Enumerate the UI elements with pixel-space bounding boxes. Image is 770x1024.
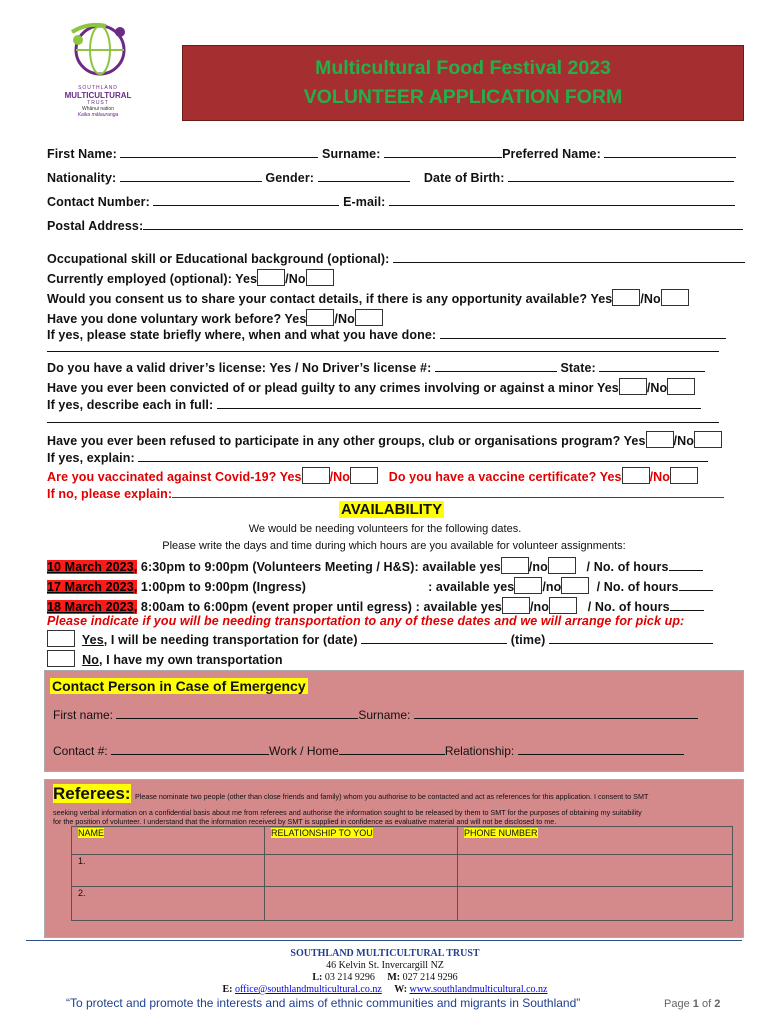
emergency-heading: Contact Person in Case of Emergency (52, 678, 306, 694)
emergency-first-name-label: First name: (53, 708, 114, 722)
dob-label: Date of Birth: (423, 171, 505, 185)
hours-field[interactable] (670, 599, 704, 611)
dob-field[interactable] (508, 170, 734, 182)
row-number: 2. (78, 888, 86, 898)
consent-no-checkbox[interactable] (661, 289, 689, 306)
column-header: RELATIONSHIP TO YOU (271, 828, 373, 838)
table-row (72, 855, 733, 887)
row-license (47, 360, 705, 375)
no-label: /no (528, 560, 548, 574)
convicted-no-checkbox[interactable] (667, 378, 695, 395)
availability-row (47, 577, 713, 594)
state-field[interactable] (599, 360, 705, 372)
landline-label: L: (312, 972, 323, 983)
voluntary-explain-field[interactable] (440, 327, 726, 339)
availability-avail: : available yes (428, 580, 515, 594)
surname-field[interactable] (384, 146, 502, 158)
mobile-label: M: (387, 972, 401, 983)
row-consent (47, 289, 689, 306)
hours-field[interactable] (669, 559, 703, 571)
emergency-relationship-field[interactable] (518, 743, 684, 755)
availability-row (47, 557, 703, 574)
referee-name-cell[interactable] (72, 887, 265, 921)
transport-no-label: No (82, 653, 100, 667)
referee-phone-cell[interactable] (458, 887, 733, 921)
first-name-field[interactable] (120, 146, 318, 158)
transport-no-checkbox[interactable] (47, 650, 75, 667)
consent-yes-checkbox[interactable] (612, 289, 640, 306)
no-explain-field[interactable] (172, 486, 724, 498)
no-label: /No (646, 381, 668, 395)
referee-phone-cell[interactable] (458, 855, 733, 887)
availability-no-checkbox[interactable] (549, 597, 577, 614)
availability-date: 10 March 2023, (47, 560, 138, 574)
transport-note: Please indicate if you will be needing transportation to any of these dates and we will arrange for pick up: (47, 614, 685, 628)
availability-no-checkbox[interactable] (548, 557, 576, 574)
row-refused (47, 431, 722, 448)
hours-label: / No. of hours (596, 580, 679, 594)
row-nationality (47, 170, 734, 185)
no-label: /no (542, 580, 562, 594)
availability-date: 17 March 2023, (47, 580, 138, 594)
availability-no-checkbox[interactable] (561, 577, 589, 594)
refused-yes-checkbox[interactable] (646, 431, 674, 448)
availability-yes-checkbox[interactable] (501, 557, 529, 574)
no-label: /No (285, 272, 306, 286)
column-header: PHONE NUMBER (464, 828, 538, 838)
logo (58, 18, 138, 118)
certificate-no-checkbox[interactable] (670, 467, 698, 484)
row-describe (47, 397, 701, 412)
employed-no-checkbox[interactable] (306, 269, 334, 286)
referees-text: seeking verbal information on a confidential basis about me from referees and authorise the information sought to be released by them to SMT for the purposes of obtaining my suitability (53, 808, 642, 817)
referees-heading: Referees: (53, 784, 131, 803)
explain-field[interactable] (138, 450, 708, 462)
hours-field[interactable] (679, 579, 713, 591)
page-current: 1 (692, 998, 699, 1010)
row-no-explain (47, 486, 724, 501)
logo-text: SOUTHLAND (78, 85, 118, 91)
emergency-section (44, 670, 744, 772)
license-number-field[interactable] (435, 360, 557, 372)
footer-motto: “To protect and promote the interests and aims of ethnic communities and migrants in Southland” (66, 996, 581, 1010)
explain-label: If yes, explain: (47, 451, 135, 465)
transport-no-row (47, 650, 283, 667)
column-header: NAME (78, 828, 105, 838)
no-label: /No (649, 470, 671, 484)
no-label: /no (529, 600, 549, 614)
availability-desc: 6:30pm to 9:00pm (Volunteers Meeting / H&S): available yes (137, 560, 501, 574)
emergency-relationship-label: Relationship: (444, 744, 515, 758)
preferred-name-field[interactable] (604, 146, 736, 158)
page-total: 2 (714, 998, 721, 1010)
availability-row (47, 597, 704, 614)
preferred-name-label: Preferred Name: (502, 147, 601, 161)
emergency-contact-row (53, 743, 684, 758)
row-contact (47, 194, 735, 209)
email-label: E: (222, 984, 233, 995)
describe-line[interactable] (47, 422, 719, 423)
transport-yes-row (47, 630, 713, 647)
table-row (72, 887, 733, 921)
logo-globe-icon (58, 18, 138, 80)
referees-header (53, 784, 648, 804)
footer-links (0, 984, 770, 995)
emergency-name-row (53, 707, 698, 722)
gender-field[interactable] (318, 170, 410, 182)
emergency-work-home-label: Work / Home (269, 744, 339, 758)
certificate-yes-checkbox[interactable] (622, 467, 650, 484)
row-names (47, 146, 736, 161)
email-field[interactable] (389, 194, 735, 206)
employed-yes-checkbox[interactable] (257, 269, 285, 286)
license-label: Do you have a valid driver’s license: Yes / No Driver’s license #: (47, 361, 432, 375)
referee-relationship-cell[interactable] (265, 887, 458, 921)
transport-time-field[interactable] (549, 632, 713, 644)
emergency-first-name-field[interactable] (116, 707, 358, 719)
postal-field[interactable] (143, 218, 743, 230)
transport-no-text: , I have my own transportation (99, 653, 283, 667)
availability-yes-checkbox[interactable] (502, 597, 530, 614)
emergency-contact-field[interactable] (111, 743, 269, 755)
row-number: 1. (78, 856, 86, 866)
nationality-label: Nationality: (47, 171, 117, 185)
transport-date-field[interactable] (361, 632, 507, 644)
no-label: /No (334, 312, 355, 326)
emergency-surname-field[interactable] (414, 707, 698, 719)
vaccinated-label: Are you vaccinated against Covid-19? Yes (47, 470, 302, 484)
logo-text: MULTICULTURAL (64, 91, 132, 100)
voluntary-explain-label: If yes, please state briefly where, when and what you have done: (47, 328, 437, 342)
hours-label: / No. of hours (587, 600, 670, 614)
no-label: /No (640, 292, 661, 306)
referees-text: Please nominate two people (other than close friends and family) whom you authorise to be contacted and act as references for this application. I consent to SMT (134, 792, 649, 801)
referees-text: for the position of volunteer. I understand that the information received by SMT is supplied in confidence as evaluative material and will not be disclosed to me. (53, 817, 557, 826)
row-voluntary (47, 309, 383, 326)
no-label: /No (329, 470, 350, 484)
surname-label: Surname: (322, 147, 381, 161)
logo-text: Kaika mātauranga (77, 112, 119, 118)
footer-web-link[interactable]: www.southlandmulticultural.co.nz (409, 984, 548, 995)
page-number (664, 998, 720, 1010)
availability-date: 18 March 2023, (47, 600, 138, 614)
row-employed (47, 269, 334, 286)
transport-yes-text: , I will be needing transportation for (date) (103, 633, 358, 647)
logo-text: Whānui nation (82, 106, 114, 112)
footer-address: 46 Kelvin St. Invercargill NZ (326, 960, 444, 971)
row-convicted (47, 378, 695, 395)
row-voluntary-explain (47, 327, 726, 342)
postal-label: Postal Address: (47, 219, 144, 233)
contact-number-field[interactable] (153, 194, 339, 206)
voluntary-no-checkbox[interactable] (355, 309, 383, 326)
mobile-value: 027 214 9296 (402, 972, 458, 983)
form-subtitle: VOLUNTEER APPLICATION FORM (303, 86, 623, 108)
footer-org: SOUTHLAND MULTICULTURAL TRUST (290, 948, 480, 959)
emergency-contact-label: Contact #: (53, 744, 108, 758)
voluntary-yes-checkbox[interactable] (306, 309, 334, 326)
transport-yes-checkbox[interactable] (47, 630, 75, 647)
employed-label: Currently employed (optional): Yes (47, 272, 258, 286)
occupation-label: Occupational skill or Educational background (optional): (47, 252, 390, 266)
voluntary-label: Have you done voluntary work before? Yes (47, 312, 307, 326)
voluntary-explain-line[interactable] (47, 351, 719, 352)
referees-table (71, 826, 733, 921)
referee-relationship-cell[interactable] (265, 855, 458, 887)
availability-desc: 8:00am to 6:00pm (event proper until egress) : available yes (137, 600, 502, 614)
vaccinated-no-checkbox[interactable] (350, 467, 378, 484)
consent-label: Would you consent us to share your contact details, if there is any opportunity available? Yes (47, 292, 613, 306)
describe-label: If yes, describe each in full: (47, 398, 214, 412)
vaccinated-yes-checkbox[interactable] (302, 467, 330, 484)
form-title: Multicultural Food Festival 2023 (315, 57, 611, 79)
referees-section (44, 779, 744, 938)
page-of: of (701, 998, 712, 1010)
no-explain-label: If no, please explain: (47, 487, 173, 501)
convicted-label: Have you ever been convicted of or plead guilty to any crimes involving or against a minor Yes (47, 381, 619, 395)
transport-yes-label: Yes (81, 633, 104, 647)
state-label: State: (560, 361, 596, 375)
nationality-field[interactable] (120, 170, 262, 182)
occupation-field[interactable] (393, 251, 745, 263)
availability-yes-checkbox[interactable] (514, 577, 542, 594)
landline-value: 03 214 9296 (324, 972, 375, 983)
referee-name-cell[interactable] (72, 855, 265, 887)
certificate-label: Do you have a vaccine certificate? Yes (388, 470, 622, 484)
availability-heading: AVAILABILITY (341, 501, 443, 518)
availability-desc: 1:00pm to 9:00pm (Ingress) (137, 580, 307, 594)
email-label: E-mail: (343, 195, 386, 209)
gender-label: Gender: (265, 171, 315, 185)
web-label: W: (394, 984, 408, 995)
hours-label: / No. of hours (586, 560, 669, 574)
emergency-surname-label: Surname: (358, 708, 411, 722)
availability-intro: Please write the days and time during which hours are you available for volunteer assignments: (162, 540, 626, 552)
first-name-label: First Name: (47, 147, 117, 161)
no-label: /No (673, 434, 694, 448)
emergency-work-home-field[interactable] (339, 743, 445, 755)
row-postal (47, 218, 743, 233)
row-occupation (47, 251, 745, 266)
describe-field[interactable] (217, 397, 701, 409)
refused-no-checkbox[interactable] (694, 431, 722, 448)
time-label: (time) (510, 633, 546, 647)
logo-text: TRUST (87, 100, 109, 106)
page-prefix: Page (664, 998, 690, 1010)
refused-label: Have you ever been refused to participate in any other groups, club or organisations program? Yes (47, 434, 646, 448)
availability-intro: We would be needing volunteers for the following dates. (248, 523, 522, 535)
row-explain (47, 450, 708, 465)
contact-number-label: Contact Number: (47, 195, 150, 209)
footer-email-link[interactable]: office@southlandmulticultural.co.nz (235, 984, 382, 995)
title-banner (182, 45, 744, 121)
convicted-yes-checkbox[interactable] (619, 378, 647, 395)
row-vaccinated (47, 467, 698, 484)
footer-phones (0, 972, 770, 983)
footer-divider (26, 940, 742, 941)
